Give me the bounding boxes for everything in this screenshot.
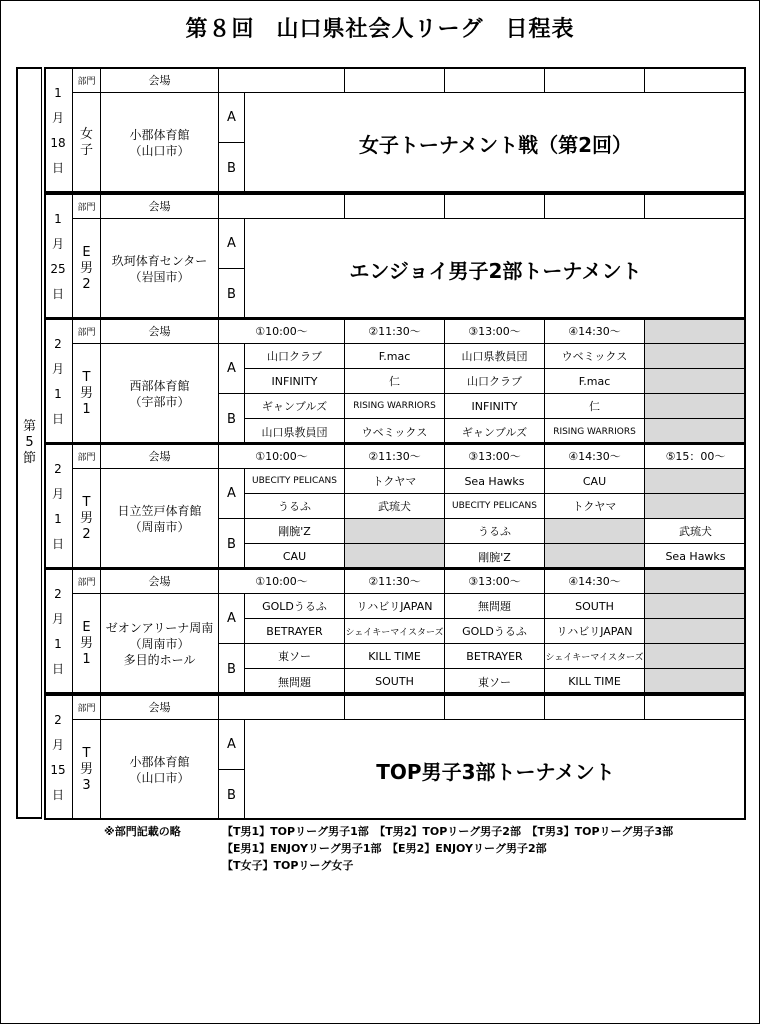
schedule-block bbox=[44, 318, 746, 444]
match-cell: INFINITY bbox=[244, 368, 344, 393]
match-cell: シェイキーマイスターズ bbox=[344, 618, 444, 643]
match-cell: トクヤマ bbox=[344, 468, 444, 493]
venue-text: （岩国市） bbox=[129, 270, 190, 284]
time-slot-header: ④14:30～ bbox=[544, 568, 644, 593]
match-cell: RISING WARRIORS bbox=[344, 393, 444, 418]
time-slot-header: ④14:30～ bbox=[544, 443, 644, 468]
match-cell: F.mac bbox=[544, 368, 644, 393]
date-text: 月 bbox=[51, 611, 64, 626]
match-cell: 剛腕'Z bbox=[244, 518, 344, 543]
venue-header: 会場 bbox=[100, 568, 218, 593]
division-cell bbox=[72, 343, 100, 444]
match-cell: ギャンブルズ bbox=[244, 393, 344, 418]
schedule-block bbox=[44, 568, 746, 694]
date-text: 月 bbox=[51, 236, 64, 251]
match-cell: 武琉犬 bbox=[644, 518, 746, 543]
match-cell: 武琉犬 bbox=[344, 493, 444, 518]
division-text: 1 bbox=[82, 402, 91, 417]
legend-line: 【T女子】TOPリーグ女子 bbox=[222, 859, 354, 872]
time-slot-header bbox=[218, 694, 344, 719]
match-cell: 東ソー bbox=[244, 643, 344, 668]
venue-cell bbox=[100, 218, 218, 319]
division-text: 子 bbox=[79, 143, 93, 158]
page-title bbox=[0, 12, 760, 43]
division-text: T bbox=[82, 370, 91, 385]
match-cell: CAU bbox=[244, 543, 344, 569]
time-slot-header bbox=[644, 67, 746, 92]
division-text: E bbox=[82, 245, 91, 260]
match-cell bbox=[644, 343, 746, 368]
match-cell bbox=[544, 518, 644, 543]
schedule-block bbox=[44, 443, 746, 569]
match-cell bbox=[344, 518, 444, 543]
time-slot-header: ①10:00～ bbox=[218, 568, 344, 593]
court-b-label: B bbox=[218, 268, 244, 319]
time-slot-header bbox=[644, 694, 746, 719]
match-cell bbox=[644, 643, 746, 668]
match-cell: KILL TIME bbox=[544, 668, 644, 694]
time-slot-header bbox=[644, 193, 746, 218]
division-text: 3 bbox=[82, 778, 91, 793]
date-text: 月 bbox=[51, 737, 64, 752]
match-cell: RISING WARRIORS bbox=[544, 418, 644, 444]
time-slot-header: ①10:00～ bbox=[218, 443, 344, 468]
division-header: 部門 bbox=[72, 443, 100, 468]
court-a-label: A bbox=[218, 218, 244, 268]
division-text: 女 bbox=[79, 127, 93, 142]
date-text: 月 bbox=[51, 110, 64, 125]
match-cell: 剛腕'Z bbox=[444, 543, 544, 569]
match-cell: 無問題 bbox=[244, 668, 344, 694]
time-slot-header: ②11:30～ bbox=[344, 568, 444, 593]
court-b-label: B bbox=[218, 518, 244, 569]
venue-cell bbox=[100, 92, 218, 193]
date-text: 1 bbox=[54, 386, 62, 401]
venue-header: 会場 bbox=[100, 193, 218, 218]
division-text: 男 bbox=[79, 511, 93, 526]
venue-cell bbox=[100, 343, 218, 444]
match-cell: 仁 bbox=[544, 393, 644, 418]
division-header: 部門 bbox=[72, 694, 100, 719]
time-slot-header bbox=[218, 67, 344, 92]
division-cell bbox=[72, 468, 100, 569]
court-a-label: A bbox=[218, 92, 244, 142]
match-cell: SOUTH bbox=[344, 668, 444, 694]
venue-header: 会場 bbox=[100, 67, 218, 92]
date-cell bbox=[44, 694, 72, 820]
match-cell: 山口クラブ bbox=[444, 368, 544, 393]
time-slot-header bbox=[644, 318, 746, 343]
match-cell: SOUTH bbox=[544, 593, 644, 618]
match-cell: Sea Hawks bbox=[644, 543, 746, 569]
time-slot-header: ②11:30～ bbox=[344, 443, 444, 468]
division-cell bbox=[72, 593, 100, 694]
match-cell: 東ソー bbox=[444, 668, 544, 694]
date-text: 2 bbox=[54, 712, 62, 727]
venue-text: 多目的ホール bbox=[123, 653, 196, 667]
date-cell bbox=[44, 568, 72, 694]
time-slot-header bbox=[544, 193, 644, 218]
date-text: 1 bbox=[54, 636, 62, 651]
venue-cell bbox=[100, 468, 218, 569]
time-slot-header bbox=[444, 694, 544, 719]
venue-header: 会場 bbox=[100, 318, 218, 343]
match-cell: トクヤマ bbox=[544, 493, 644, 518]
date-cell bbox=[44, 443, 72, 569]
match-cell bbox=[644, 493, 746, 518]
match-cell: うるふ bbox=[244, 493, 344, 518]
match-cell: リハビリJAPAN bbox=[544, 618, 644, 643]
division-text: 1 bbox=[82, 652, 91, 667]
legend-line: 【T男1】TOPリーグ男子1部 【T男2】TOPリーグ男子2部 【T男3】TOPリーグ男子3部 bbox=[222, 825, 674, 838]
match-cell: INFINITY bbox=[444, 393, 544, 418]
venue-cell bbox=[100, 719, 218, 820]
date-text: 1 bbox=[54, 211, 62, 226]
match-cell bbox=[644, 368, 746, 393]
venue-cell bbox=[100, 593, 218, 694]
match-cell: ウベミックス bbox=[344, 418, 444, 444]
division-text: T bbox=[82, 495, 91, 510]
venue-text: 玖珂体育センター bbox=[111, 254, 208, 268]
match-cell: ギャンブルズ bbox=[444, 418, 544, 444]
time-slot-header: ③13:00～ bbox=[444, 318, 544, 343]
date-text: 25 bbox=[50, 261, 66, 276]
tournament-banner: エンジョイ男子2部トーナメント bbox=[244, 218, 746, 319]
legend-lead: ※部門記載の略 bbox=[104, 825, 181, 838]
time-slot-header: ③13:00～ bbox=[444, 443, 544, 468]
match-cell: GOLDうるふ bbox=[444, 618, 544, 643]
court-a-label: A bbox=[218, 468, 244, 518]
court-b-label: B bbox=[218, 393, 244, 444]
venue-text: （山口市） bbox=[129, 771, 190, 785]
division-header: 部門 bbox=[72, 568, 100, 593]
match-cell bbox=[344, 543, 444, 569]
date-cell bbox=[44, 193, 72, 319]
venue-text: （山口市） bbox=[129, 144, 190, 158]
time-slot-header: ①10:00～ bbox=[218, 318, 344, 343]
match-cell bbox=[644, 618, 746, 643]
date-cell bbox=[44, 67, 72, 193]
time-slot-header bbox=[344, 694, 444, 719]
match-cell: KILL TIME bbox=[344, 643, 444, 668]
division-header: 部門 bbox=[72, 318, 100, 343]
division-text: T bbox=[82, 746, 91, 761]
time-slot-header: ④14:30～ bbox=[544, 318, 644, 343]
division-text: 男 bbox=[79, 261, 93, 276]
court-a-label: A bbox=[218, 593, 244, 643]
date-cell bbox=[44, 318, 72, 444]
title-schedule: 日程表 bbox=[505, 17, 575, 42]
match-cell bbox=[644, 393, 746, 418]
setsu-label: 第 5 節 bbox=[22, 419, 36, 466]
court-a-label: A bbox=[218, 719, 244, 769]
match-cell: BETRAYER bbox=[244, 618, 344, 643]
time-slot-header bbox=[344, 67, 444, 92]
division-cell bbox=[72, 92, 100, 193]
date-text: 日 bbox=[51, 411, 64, 426]
time-slot-header bbox=[444, 193, 544, 218]
time-slot-header bbox=[444, 67, 544, 92]
setsu-column bbox=[16, 67, 42, 819]
match-cell: ウベミックス bbox=[544, 343, 644, 368]
division-text: 男 bbox=[79, 762, 93, 777]
date-text: 18 bbox=[50, 135, 66, 150]
match-cell: 無問題 bbox=[444, 593, 544, 618]
match-cell: シェイキーマイスターズ bbox=[544, 643, 644, 668]
match-cell: 仁 bbox=[344, 368, 444, 393]
time-slot-header bbox=[344, 193, 444, 218]
division-cell bbox=[72, 719, 100, 820]
date-text: 2 bbox=[54, 461, 62, 476]
venue-header: 会場 bbox=[100, 694, 218, 719]
date-text: 2 bbox=[54, 336, 62, 351]
legend-line: 【E男1】ENJOYリーグ男子1部 【E男2】ENJOYリーグ男子2部 bbox=[222, 842, 547, 855]
match-cell bbox=[644, 593, 746, 618]
date-text: 月 bbox=[51, 361, 64, 376]
match-cell: 山口県教員団 bbox=[244, 418, 344, 444]
match-cell bbox=[644, 468, 746, 493]
title-league: 山口県社会人リーグ bbox=[276, 17, 484, 42]
division-text: 男 bbox=[79, 636, 93, 651]
division-cell bbox=[72, 218, 100, 319]
venue-text: 日立笠戸体育館 bbox=[117, 504, 202, 518]
tournament-banner: 女子トーナメント戦（第2回） bbox=[244, 92, 746, 193]
date-text: 月 bbox=[51, 486, 64, 501]
date-text: 15 bbox=[50, 762, 66, 777]
venue-text: （周南市） bbox=[129, 637, 190, 651]
time-slot-header: ⑤15：00～ bbox=[644, 443, 746, 468]
schedule-block bbox=[44, 193, 746, 319]
time-slot-header: ②11:30～ bbox=[344, 318, 444, 343]
match-cell: リハビリJAPAN bbox=[344, 593, 444, 618]
division-text: 2 bbox=[82, 277, 91, 292]
court-b-label: B bbox=[218, 643, 244, 694]
time-slot-header bbox=[644, 568, 746, 593]
venue-text: 小郡体育館 bbox=[129, 128, 190, 142]
date-text: 日 bbox=[51, 787, 64, 802]
match-cell: CAU bbox=[544, 468, 644, 493]
court-b-label: B bbox=[218, 769, 244, 820]
court-b-label: B bbox=[218, 142, 244, 193]
schedule-block bbox=[44, 694, 746, 820]
time-slot-header bbox=[218, 193, 344, 218]
match-cell: うるふ bbox=[444, 518, 544, 543]
time-slot-header bbox=[544, 694, 644, 719]
date-text: 1 bbox=[54, 511, 62, 526]
date-text: 日 bbox=[51, 160, 64, 175]
date-text: 日 bbox=[51, 661, 64, 676]
venue-text: 小郡体育館 bbox=[129, 755, 190, 769]
venue-text: ゼオンアリーナ周南 bbox=[105, 621, 214, 635]
venue-text: 西部体育館 bbox=[129, 379, 190, 393]
match-cell: BETRAYER bbox=[444, 643, 544, 668]
match-cell: GOLDうるふ bbox=[244, 593, 344, 618]
tournament-banner: TOP男子3部トーナメント bbox=[244, 719, 746, 820]
division-text: 男 bbox=[79, 386, 93, 401]
match-cell bbox=[644, 668, 746, 694]
match-cell: 山口県教員団 bbox=[444, 343, 544, 368]
court-a-label: A bbox=[218, 343, 244, 393]
venue-text: （宇部市） bbox=[129, 395, 190, 409]
date-text: 日 bbox=[51, 286, 64, 301]
match-cell bbox=[644, 418, 746, 444]
match-cell: UBECITY PELICANS bbox=[444, 493, 544, 518]
title-round: 第８回 bbox=[185, 17, 255, 42]
schedule-block bbox=[44, 67, 746, 193]
venue-header: 会場 bbox=[100, 443, 218, 468]
division-text: 2 bbox=[82, 527, 91, 542]
venue-text: （周南市） bbox=[129, 520, 190, 534]
match-cell: UBECITY PELICANS bbox=[244, 468, 344, 493]
time-slot-header bbox=[544, 67, 644, 92]
match-cell: Sea Hawks bbox=[444, 468, 544, 493]
division-text: E bbox=[82, 620, 91, 635]
date-text: 日 bbox=[51, 536, 64, 551]
match-cell: 山口クラブ bbox=[244, 343, 344, 368]
legend-lines bbox=[222, 823, 673, 874]
time-slot-header: ③13:00～ bbox=[444, 568, 544, 593]
match-cell: F.mac bbox=[344, 343, 444, 368]
division-header: 部門 bbox=[72, 67, 100, 92]
date-text: 2 bbox=[54, 586, 62, 601]
date-text: 1 bbox=[54, 85, 62, 100]
match-cell bbox=[544, 543, 644, 569]
division-header: 部門 bbox=[72, 193, 100, 218]
